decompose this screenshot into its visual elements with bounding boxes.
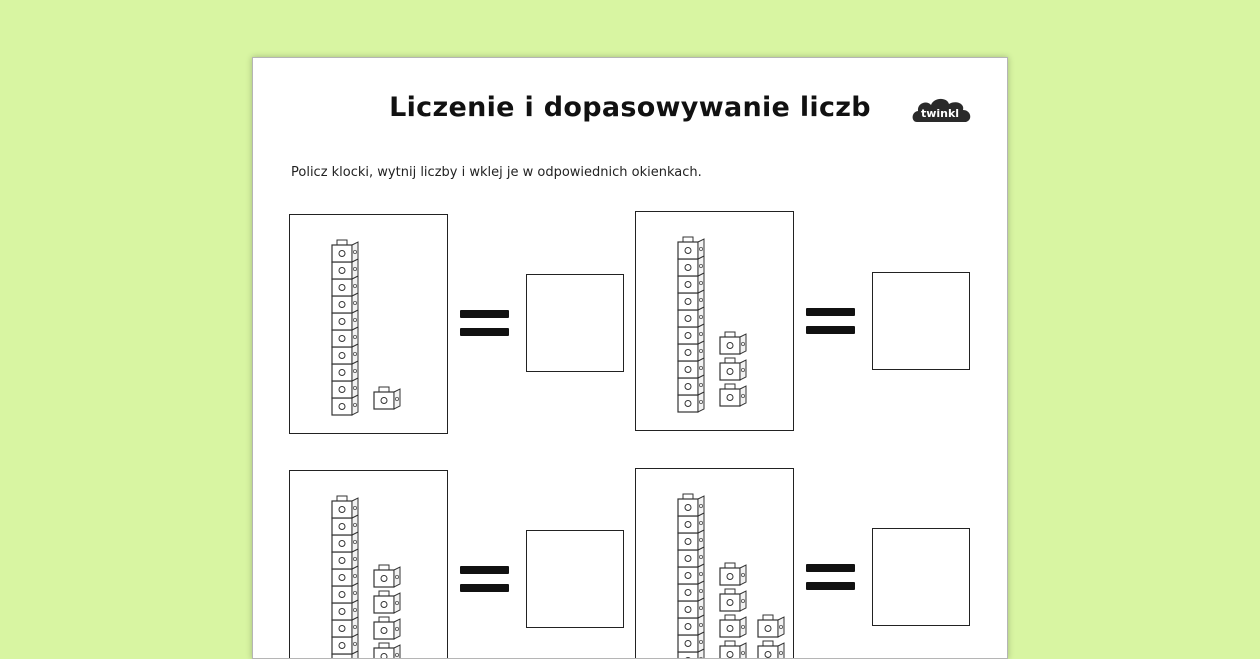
exercise-2-blocks: [635, 211, 794, 431]
loose-cube: [374, 643, 400, 659]
loose-cube: [374, 387, 400, 409]
loose-cube: [374, 591, 400, 613]
tower-cube: [678, 494, 704, 516]
exercise-1-cubes: [290, 215, 447, 433]
equals-sign-2: [806, 308, 855, 334]
loose-cube: [720, 384, 746, 406]
loose-cube: [720, 332, 746, 354]
loose-cube: [374, 565, 400, 587]
tower-cube: [678, 237, 704, 259]
answer-box-4[interactable]: [872, 528, 970, 626]
loose-cube: [720, 641, 746, 659]
answer-box-2[interactable]: [872, 272, 970, 370]
exercise-4-blocks: [635, 468, 794, 659]
exercise-3-blocks: [289, 470, 448, 659]
loose-cube: [758, 615, 784, 637]
logo-text: twinkl: [921, 107, 959, 120]
worksheet-title: Liczenie i dopasowywanie liczb: [253, 92, 1007, 123]
exercise-3-cubes: [290, 471, 447, 659]
loose-cube: [758, 641, 784, 659]
loose-cube: [374, 617, 400, 639]
equals-sign-3: [460, 566, 509, 592]
exercise-4-cubes: [636, 469, 793, 659]
exercise-2-cubes: [636, 212, 793, 430]
equals-sign-4: [806, 564, 855, 590]
tower-cube: [332, 240, 358, 262]
tower-cube: [332, 496, 358, 518]
instructions: Policz klocki, wytnij liczby i wklej je w odpowiednich okienkach.: [291, 165, 702, 180]
equals-sign-1: [460, 310, 509, 336]
loose-cube: [720, 563, 746, 585]
loose-cube: [720, 615, 746, 637]
answer-box-3[interactable]: [526, 530, 624, 628]
exercise-1-blocks: [289, 214, 448, 434]
answer-box-1[interactable]: [526, 274, 624, 372]
loose-cube: [720, 358, 746, 380]
worksheet-page: [252, 57, 1008, 659]
loose-cube: [720, 589, 746, 611]
twinkl-logo: [909, 92, 977, 128]
